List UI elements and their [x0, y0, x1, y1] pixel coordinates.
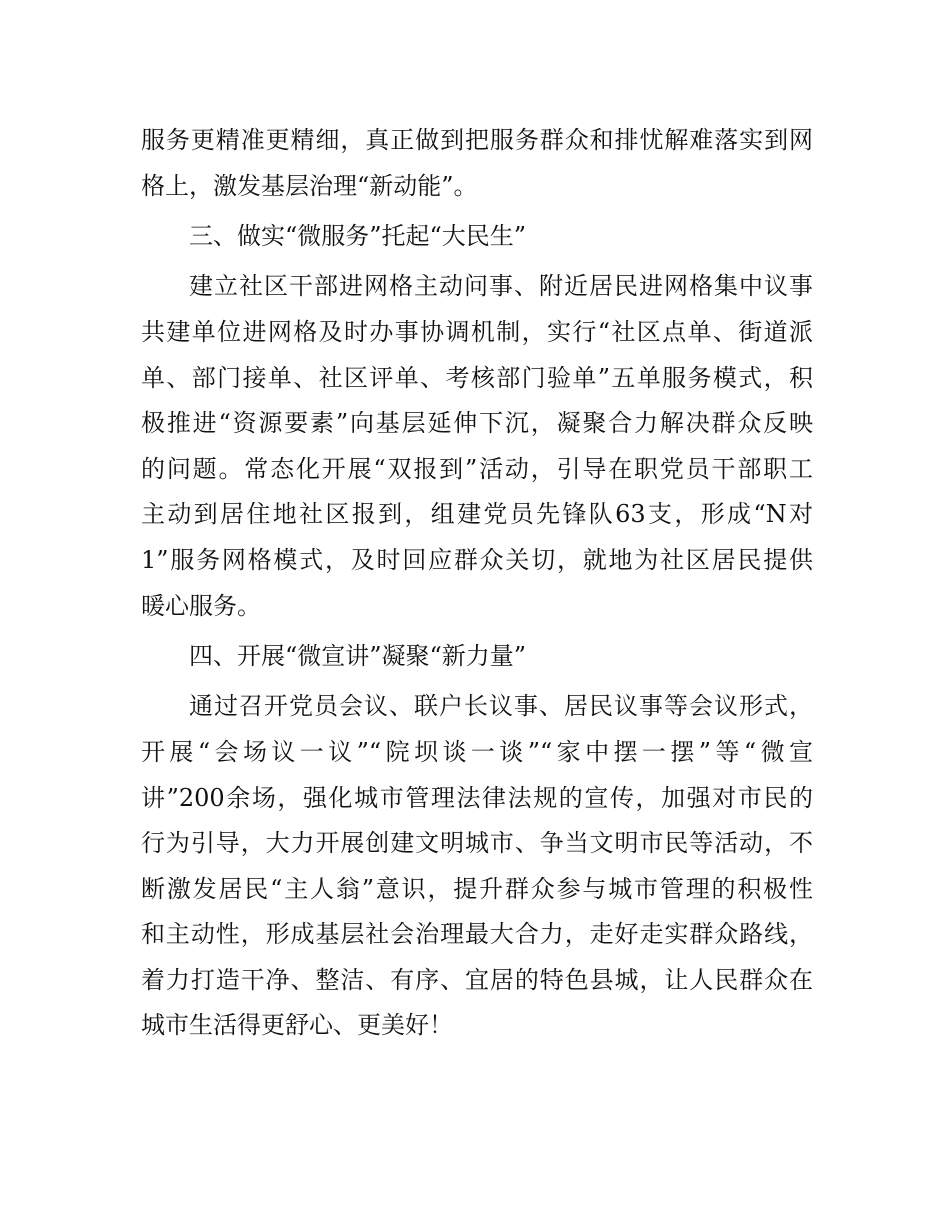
text-line: 1”服务网格模式，及时回应群众关切，就地为社区居民提供 [141, 545, 813, 574]
text-line: 极推进“资源要素”向基层延伸下沉，凝聚合力解决群众反映 [141, 409, 813, 438]
paragraph-2 [141, 264, 813, 629]
section-heading-3: 三、做实“微服务”托起“大民生” [189, 221, 527, 250]
text-line: 城市生活得更舒心、更美好！ [141, 1011, 453, 1040]
text-line: 主动到居住地社区报到，组建党员先锋队63支，形成“N对 [141, 500, 813, 529]
text-line: 通过召开党员会议、联户长议事、居民议事等会议形式， [189, 692, 813, 721]
document-body [141, 118, 813, 1049]
paragraph-1 [141, 118, 813, 209]
text-line: 格上，激发基层治理“新动能”。 [141, 171, 478, 200]
text-line: 讲”200余场，强化城市管理法律法规的宣传，加强对市民的 [141, 783, 813, 812]
text-line: 服务更精准更精细，真正做到把服务群众和排忧解难落实到网 [141, 126, 813, 154]
paragraph-3 [141, 684, 813, 1049]
section-heading-4: 四、开展“微宣讲”凝聚“新力量” [189, 641, 527, 670]
text-line: 单、部门接单、社区评单、考核部门验单”五单服务模式，积 [141, 363, 813, 392]
text-line: 的问题。常态化开展“双报到”活动，引导在职党员干部职工 [141, 454, 813, 483]
text-line: 和主动性，形成基层社会治理最大合力，走好走实群众路线， [141, 920, 813, 949]
text-line: 共建单位进网格及时办事协调机制，实行“社区点单、街道派 [141, 317, 813, 346]
text-line: 着力打造干净、整洁、有序、宜居的特色县城，让人民群众在 [141, 965, 813, 994]
text-line: 开展“会场议一议”“院坝谈一谈”“家中摆一摆”等“微宣 [141, 737, 813, 766]
text-line: 暖心服务。 [141, 591, 261, 620]
text-line: 断激发居民“主人翁”意识，提升群众参与城市管理的积极性 [141, 874, 813, 903]
text-line: 行为引导，大力开展创建文明城市、争当文明市民等活动，不 [141, 829, 813, 858]
text-line: 建立社区干部进网格主动问事、附近居民进网格集中议事 [189, 272, 813, 301]
